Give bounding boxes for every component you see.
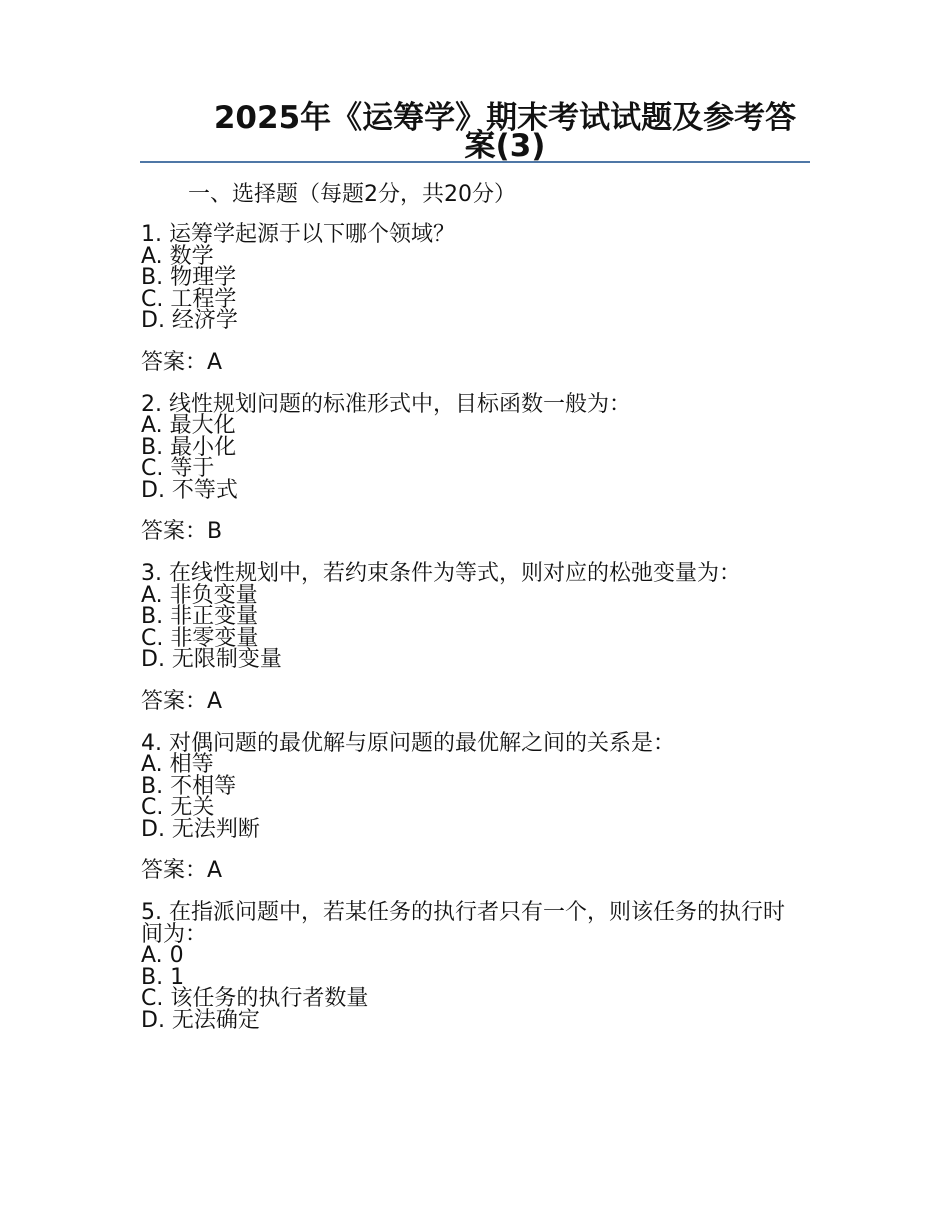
option-d: D. 无法判断 xyxy=(141,816,260,842)
question-text: 3. 在线性规划中，若约束条件为等式，则对应的松弛变量为： xyxy=(141,561,741,586)
answer-line: 答案：A xyxy=(141,688,223,714)
option-a: A. 数学 xyxy=(141,243,214,269)
question-5 xyxy=(141,902,801,1031)
option-d: D. 无法确定 xyxy=(141,1007,260,1033)
document-title: 2025年《运筹学》期末考试试题及参考答案(3) xyxy=(213,100,797,164)
option-c: C. 等于 xyxy=(141,456,215,481)
question-text: 2. 线性规划问题的标准形式中，目标函数一般为： xyxy=(141,391,631,417)
option-c: C. 非零变量 xyxy=(141,625,259,651)
option-b: B. 物理学 xyxy=(141,265,237,290)
option-c: C. 工程学 xyxy=(141,286,237,312)
option-d: D. 无限制变量 xyxy=(141,647,282,672)
option-b: B. 最小化 xyxy=(141,434,237,460)
option-c: C. 无关 xyxy=(141,795,215,820)
option-list xyxy=(141,243,801,333)
option-list xyxy=(141,415,801,501)
option-a: A. 0 xyxy=(141,943,184,968)
question-3 xyxy=(141,563,801,716)
question-text: 4. 对偶问题的最优解与原问题的最优解之间的关系是： xyxy=(141,730,675,756)
option-b: B. 非正变量 xyxy=(141,604,259,629)
question-text: 1. 运筹学起源于以下哪个领域？ xyxy=(141,222,455,247)
title-divider xyxy=(140,161,810,163)
option-b: B. 1 xyxy=(141,964,185,990)
option-c: C. 该任务的执行者数量 xyxy=(141,986,369,1011)
option-a: A. 非负变量 xyxy=(141,582,258,608)
option-list xyxy=(141,945,801,1031)
option-b: B. 不相等 xyxy=(141,773,237,799)
answer-line: 答案：A xyxy=(141,858,223,883)
question-list xyxy=(141,224,801,1048)
answer-line: 答案：A xyxy=(141,349,223,375)
question-4 xyxy=(141,730,801,886)
question-2 xyxy=(141,391,801,547)
section-heading: 一、选择题（每题2分，共20分） xyxy=(188,182,516,207)
option-a: A. 相等 xyxy=(141,752,214,777)
option-d: D. 经济学 xyxy=(141,308,238,333)
option-list xyxy=(141,582,801,672)
question-1 xyxy=(141,224,801,377)
option-a: A. 最大化 xyxy=(141,413,236,438)
answer-line: 答案：B xyxy=(141,519,223,544)
option-list xyxy=(141,754,801,840)
question-text: 5. 在指派问题中，若某任务的执行者只有一个，则该任务的执行时间为： xyxy=(141,900,785,947)
option-d: D. 不等式 xyxy=(141,477,238,503)
